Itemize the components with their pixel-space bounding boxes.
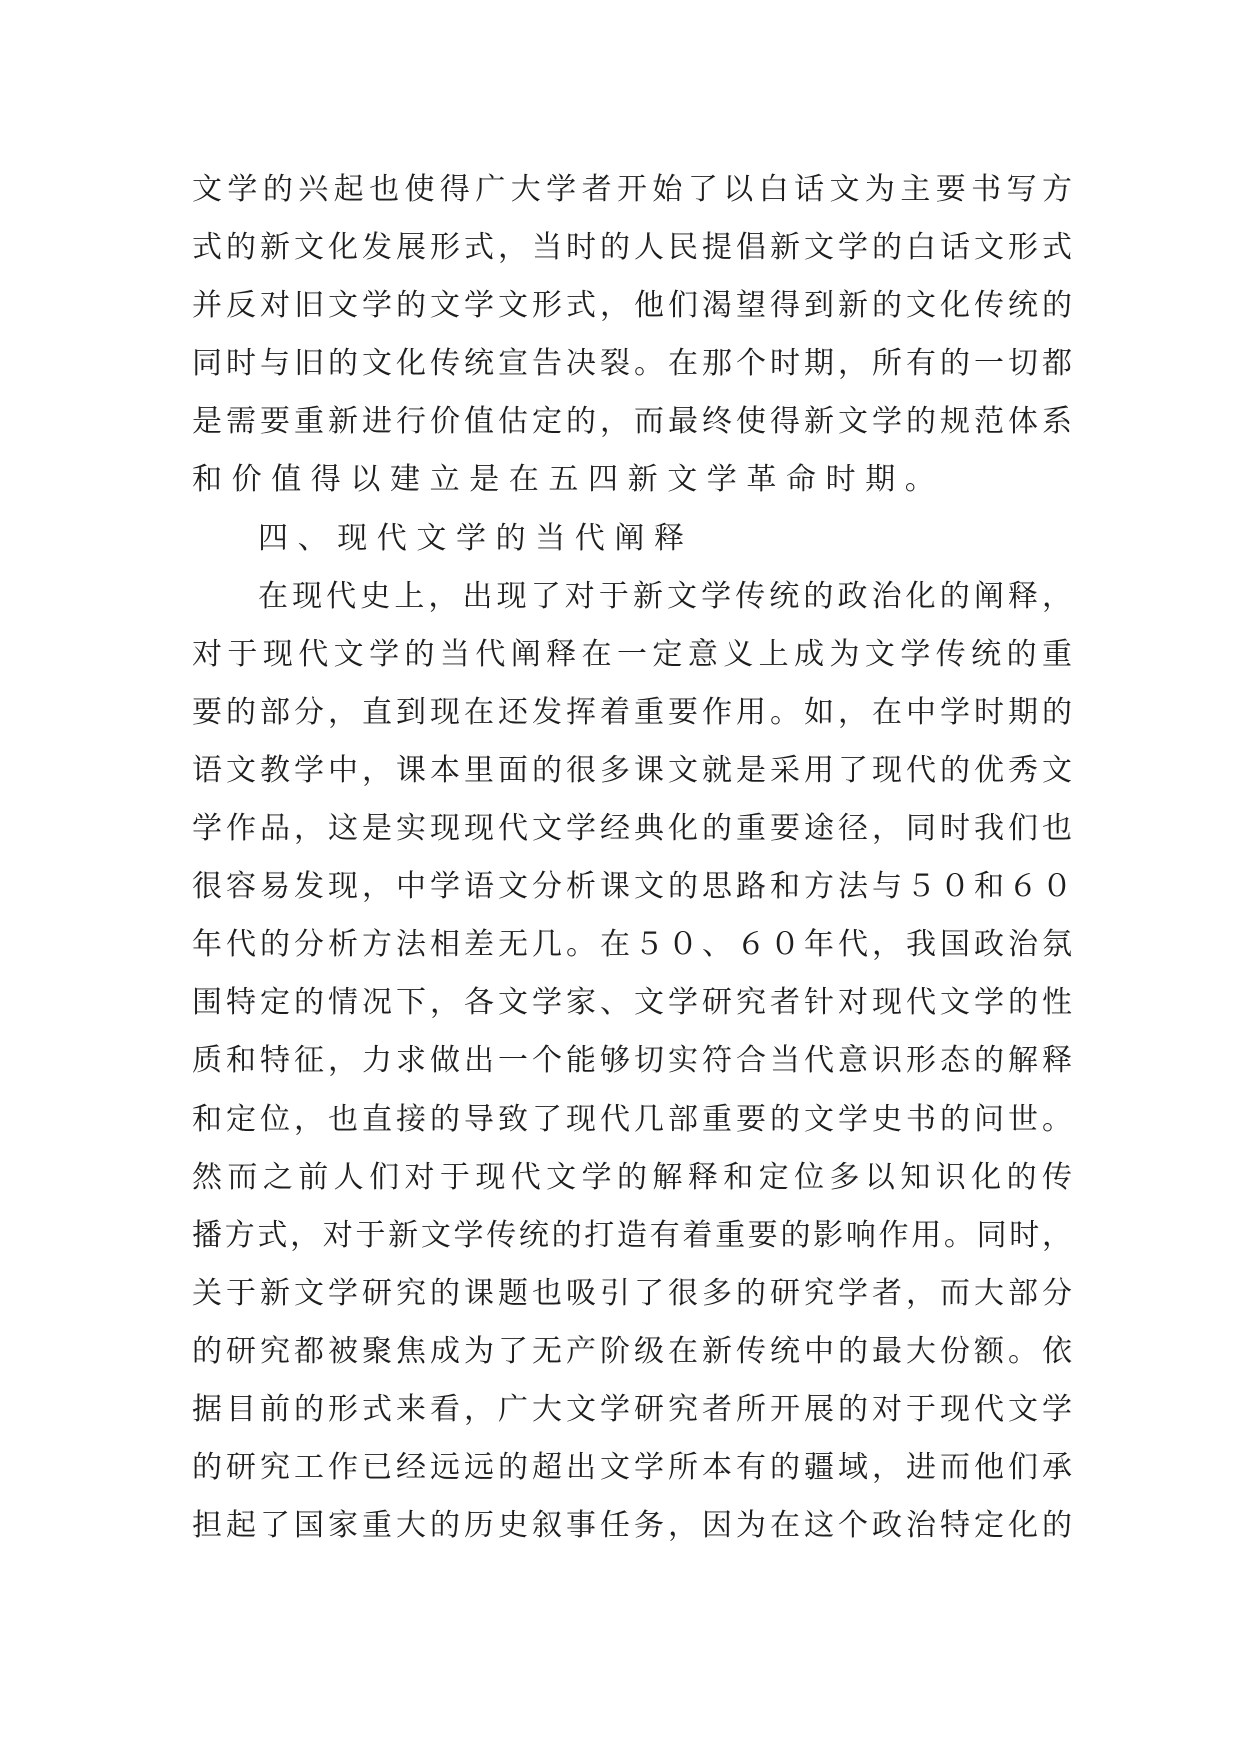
paragraph-line: 并反对旧文学的文学文形式，他们渴望得到新的文化传统的 (192, 288, 1072, 324)
paragraph-line: 同时与旧的文化传统宣告决裂。在那个时期，所有的一切都 (192, 346, 1072, 382)
paragraph-line: 年代的分析方法相差无几。在５０、６０年代，我国政治氛 (192, 927, 1072, 963)
paragraph-line: 是需要重新进行价值估定的，而最终使得新文学的规范体系 (192, 404, 1072, 440)
paragraph-line: 式的新文化发展形式，当时的人民提倡新文学的白话文形式 (192, 230, 1072, 266)
paragraph-line: 和定位，也直接的导致了现代几部重要的文学史书的问世。 (192, 1101, 1072, 1137)
paragraph-line: 和价值得以建立是在五四新文学革命时期。 (192, 462, 945, 498)
paragraph-line: 围特定的情况下，各文学家、文学研究者针对现代文学的性 (192, 985, 1072, 1021)
paragraph-line: 播方式，对于新文学传统的打造有着重要的影响作用。同时， (192, 1217, 1072, 1253)
paragraph-line: 学作品，这是实现现代文学经典化的重要途径，同时我们也 (192, 811, 1072, 847)
paragraph-line: 担起了国家重大的历史叙事任务，因为在这个政治特定化的 (192, 1508, 1072, 1544)
paragraph-line: 在现代史上，出现了对于新文学传统的政治化的阐释， (258, 578, 1072, 614)
body-text (192, 161, 1072, 1555)
paragraph-line: 据目前的形式来看，广大文学研究者所开展的对于现代文学 (192, 1391, 1072, 1427)
paragraph-line: 文学的兴起也使得广大学者开始了以白话文为主要书写方 (192, 172, 1072, 207)
paragraph-line: 要的部分，直到现在还发挥着重要作用。如，在中学时期的 (192, 694, 1072, 730)
paragraph-line: 然而之前人们对于现代文学的解释和定位多以知识化的传 (192, 1159, 1072, 1195)
paragraph-line: 很容易发现，中学语文分析课文的思路和方法与５０和６０ (192, 869, 1072, 905)
paragraph-line: 关于新文学研究的课题也吸引了很多的研究学者，而大部分 (192, 1275, 1072, 1311)
paragraph-line: 质和特征，力求做出一个能够切实符合当代意识形态的解释 (192, 1043, 1072, 1079)
paragraph-line: 对于现代文学的当代阐释在一定意义上成为文学传统的重 (192, 636, 1072, 672)
paragraph-line: 的研究工作已经远远的超出文学所本有的疆域，进而他们承 (192, 1450, 1072, 1486)
section-heading: 四、现代文学的当代阐释 (258, 520, 694, 556)
paragraph-line: 语文教学中，课本里面的很多课文就是采用了现代的优秀文 (192, 752, 1072, 788)
paragraph-line: 的研究都被聚焦成为了无产阶级在新传统中的最大份额。依 (192, 1333, 1072, 1369)
